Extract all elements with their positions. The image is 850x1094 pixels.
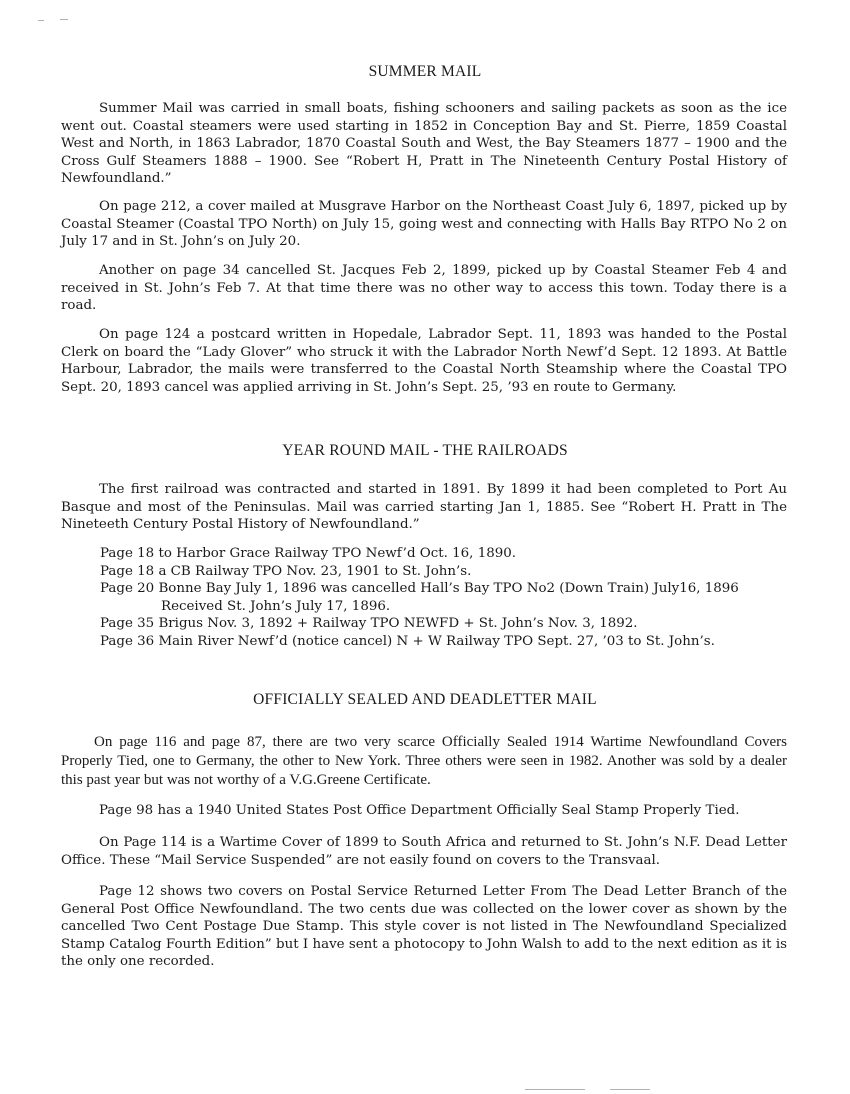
paragraph-page-212: On page 212, a cover mailed at Musgrave Harbor on the Northeast Coast July 6, 1897, picked up by Coastal Steamer (Coastal TPO North) on July 15, going west and connecting with Halls Bay RTPO No 2 on July 17 and in St. John’s on July 20. xyxy=(61,199,787,250)
paragraph-summer-mail-intro: Summer Mail was carried in small boats, fishing schooners and sailing packets as soon as the ice went out. Coastal steamers were used starting in 1852 in Conception Bay and St. Pierre, 1859 Coastal West and North, in 1863 Labrador, 1870 Coastal South and West, the Bay Steamers 1877 – 1900 and the Cross Gulf Steamers 1888 – 1900. See “Robert H, Pratt in The Nineteenth Century Postal History of Newfoundland.” xyxy=(61,101,787,187)
scan-artifact xyxy=(60,19,68,20)
paragraph-page-34: Another on page 34 cancelled St. Jacques Feb 2, 1899, picked up by Coastal Steamer Feb 4 and received in St. John’s Feb 7. At that time there was no other way to access this town. Today there is a road. xyxy=(61,263,787,314)
section-heading-summer-mail: SUMMER MAIL xyxy=(368,63,482,80)
list-item: Page 18 to Harbor Grace Railway TPO Newf’d Oct. 16, 1890. xyxy=(100,546,517,561)
section-heading-railroads: YEAR ROUND MAIL - THE RAILROADS xyxy=(282,442,568,459)
paragraph-railroad-intro: The first railroad was contracted and started in 1891. By 1899 it had been completed to Port Au Basque and most of the Peninsulas. Mail was carried starting Jan 1, 1885. See “Robert H. Pratt in The Nineteeth Century Postal History of Newfoundland.” xyxy=(61,482,787,533)
scan-artifact xyxy=(525,1089,585,1090)
scan-artifact xyxy=(610,1089,650,1090)
paragraph-page-12: Page 12 shows two covers on Postal Service Returned Letter From The Dead Letter Branch of the General Post Office Newfoundland. The two cents due was collected on the lower cover as shown by the cancelled Two Cent Postage Due Stamp. This style cover is not listed in The Newfoundland Specialized Stamp Catalog Fourth Edition” but I have sent a photocopy to John Walsh to add to the next edition as it is the only one recorded. xyxy=(61,884,787,970)
paragraph-page-98: Page 98 has a 1940 United States Post Office Department Officially Seal Stamp Properly Tied. xyxy=(99,803,740,818)
paragraph-page-114: On Page 114 is a Wartime Cover of 1899 to South Africa and returned to St. John’s N.F. Dead Letter Office. These “Mail Service Suspended” are not easily found on covers to the Transvaal. xyxy=(61,835,787,868)
section-heading-officially-sealed: OFFICIALLY SEALED AND DEADLETTER MAIL xyxy=(253,691,597,708)
list-item: Page 18 a CB Railway TPO Nov. 23, 1901 to St. John’s. xyxy=(100,563,472,579)
railway-covers-list xyxy=(100,545,800,651)
list-item: Page 35 Brigus Nov. 3, 1892 + Railway TPO NEWFD + St. John’s Nov. 3, 1892. xyxy=(100,616,638,632)
paragraph-page-116: On page 116 and page 87, there are two very scarce Officially Sealed 1914 Wartime Newfoundland Covers Properly Tied, one to Germany, the other to New York. Three others were seen in 1982. Another was sold by a dealer this past year but was not worthy of a V.G.Greene Certificate. xyxy=(61,734,787,788)
list-item: Page 36 Main River Newf’d (notice cancel) N + W Railway TPO Sept. 27, ’03 to St. John’s. xyxy=(100,633,715,649)
list-item-continuation: Received St. John’s July 17, 1896. xyxy=(161,598,391,614)
list-item: Page 20 Bonne Bay July 1, 1896 was cancelled Hall’s Bay TPO No2 (Down Train) July16, 1896 xyxy=(100,581,739,597)
paragraph-page-124: On page 124 a postcard written in Hopedale, Labrador Sept. 11, 1893 was handed to the Postal Clerk on board the “Lady Glover” who struck it with the Labrador North Newf’d Sept. 12 1893. At Battle Harbour, Labrador, the mails were transferred to the Coastal North Steamship where the Coastal TPO Sept. 20, 1893 cancel was applied arriving in St. John’s Sept. 25, ’93 en route to Germany. xyxy=(61,327,787,395)
scan-artifact xyxy=(38,20,44,21)
